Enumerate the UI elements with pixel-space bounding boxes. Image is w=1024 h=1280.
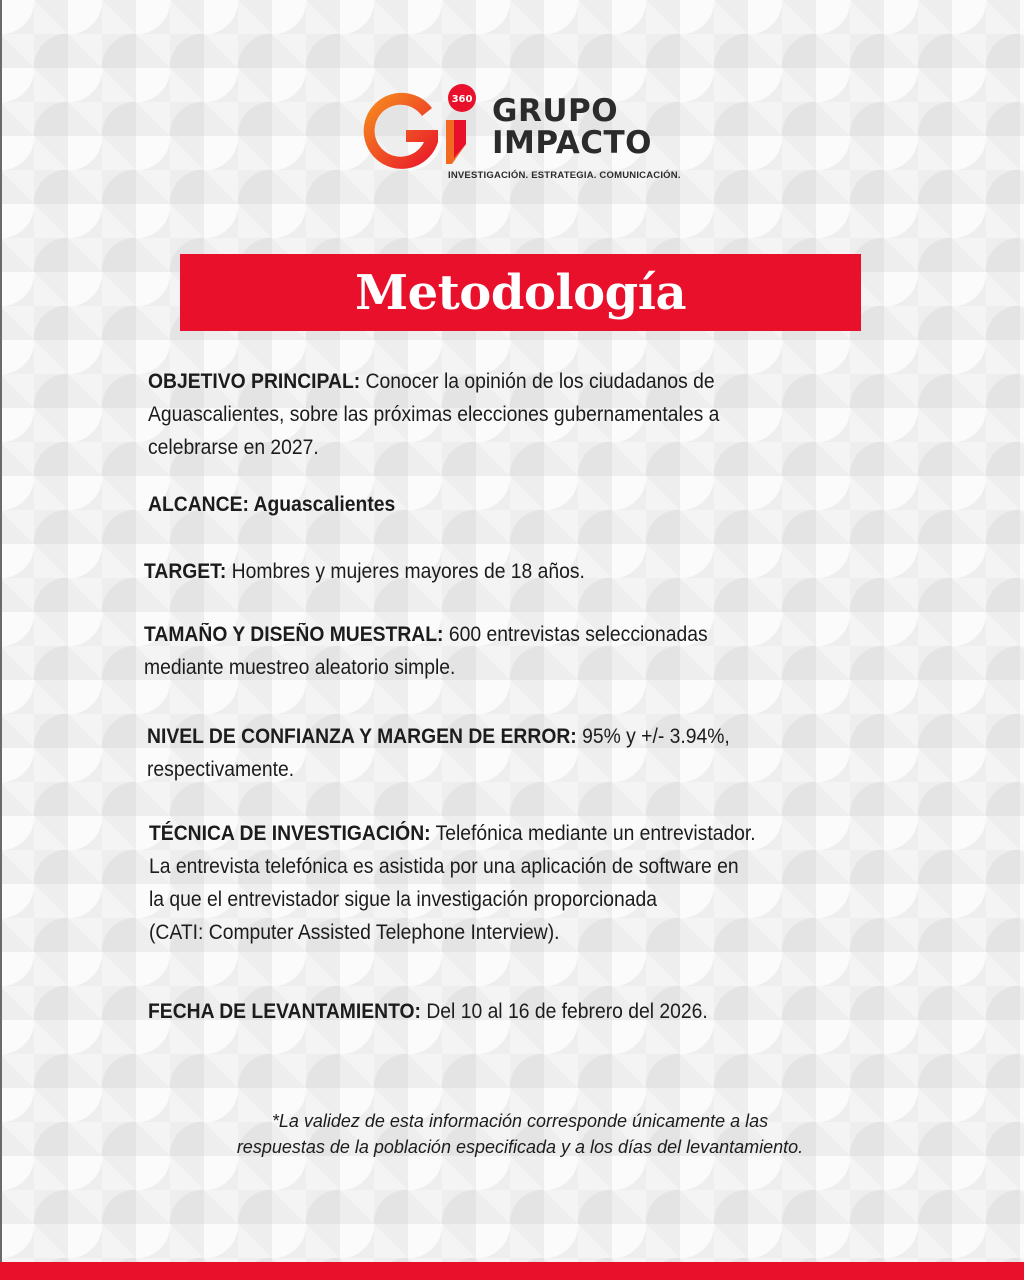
gi-logo-icon bbox=[362, 80, 484, 180]
brand-name bbox=[492, 95, 652, 159]
target-text: Hombres y mujeres mayores de 18 años. bbox=[226, 560, 585, 583]
fecha-label: FECHA DE LEVANTAMIENTO: bbox=[148, 1000, 421, 1023]
tamano-text-1: 600 entrevistas seleccionadas bbox=[443, 623, 708, 646]
logo-badge-text: 360 bbox=[451, 94, 473, 105]
section-objetivo bbox=[148, 365, 719, 464]
section-target bbox=[144, 555, 585, 588]
disclaimer-line-1: *La validez de esta información corresponde únicamente a las bbox=[271, 1111, 769, 1131]
tamano-label: TAMAÑO Y DISEÑO MUESTRAL: bbox=[144, 623, 444, 646]
tamano-text-2: mediante muestreo aleatorio simple. bbox=[144, 656, 456, 679]
page-title: Metodología bbox=[354, 264, 687, 321]
confianza-label: NIVEL DE CONFIANZA Y MARGEN DE ERROR: bbox=[147, 725, 577, 748]
tecnica-text-1: Telefónica mediante un entrevistador. bbox=[430, 822, 756, 845]
tecnica-label: TÉCNICA DE INVESTIGACIÓN: bbox=[149, 822, 431, 845]
section-alcance bbox=[148, 488, 395, 521]
brand-tagline: INVESTIGACIÓN. ESTRATEGIA. COMUNICACIÓN. bbox=[448, 170, 681, 181]
fecha-text: Del 10 al 16 de febrero del 2026. bbox=[420, 1000, 708, 1023]
section-tamano bbox=[144, 618, 708, 684]
disclaimer bbox=[150, 1108, 890, 1160]
section-confianza bbox=[147, 720, 730, 786]
tecnica-text-2: La entrevista telefónica es asistida por una aplicación de software en bbox=[149, 855, 739, 878]
grupo-impacto-logo bbox=[362, 80, 692, 190]
objetivo-text-1: Conocer la opinión de los ciudadanos de bbox=[360, 370, 715, 393]
target-label: TARGET: bbox=[144, 560, 227, 583]
tecnica-text-4: (CATI: Computer Assisted Telephone Interview). bbox=[149, 921, 560, 944]
confianza-text-1: 95% y +/- 3.94%, bbox=[576, 725, 730, 748]
objetivo-text-2: Aguascalientes, sobre las próximas elecciones gubernamentales a bbox=[148, 403, 720, 426]
section-fecha bbox=[148, 995, 708, 1028]
objetivo-label: OBJETIVO PRINCIPAL: bbox=[148, 370, 361, 393]
left-edge-line bbox=[0, 0, 2, 1280]
alcance-label: ALCANCE: Aguascalientes bbox=[148, 493, 396, 516]
disclaimer-line-2: respuestas de la población especificada y a los días del levantamiento. bbox=[236, 1137, 804, 1157]
confianza-text-2: respectivamente. bbox=[147, 758, 295, 781]
section-tecnica bbox=[149, 817, 756, 949]
tecnica-text-3: la que el entrevistador sigue la investigación proporcionada bbox=[149, 888, 658, 911]
objetivo-text-3: celebrarse en 2027. bbox=[148, 436, 319, 459]
brand-line-2: IMPACTO bbox=[492, 125, 652, 161]
title-banner bbox=[180, 254, 861, 331]
bottom-accent-bar bbox=[0, 1262, 1024, 1280]
brand-line-1: GRUPO bbox=[492, 93, 619, 129]
